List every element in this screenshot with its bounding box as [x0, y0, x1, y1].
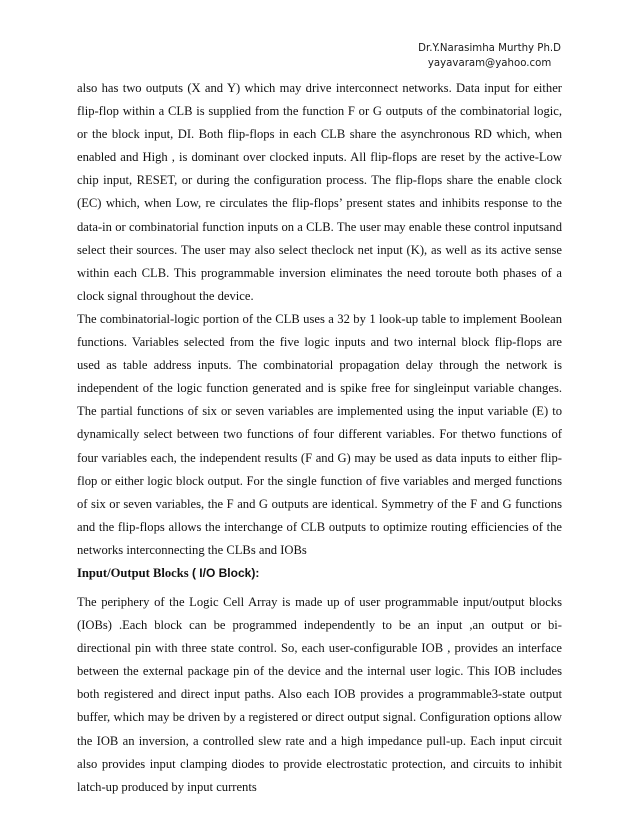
paragraph-io-blocks: The periphery of the Logic Cell Array is made up of user programmable input/output blocks (IOBs) .Each block can be programmed independently to be an input ,an output or bi-directional pin with three state control. So, each user-configurable IOB , provides an interface between the external package pin of the device and the internal user logic. This IOB includes both registered and direct input paths. Also each IOB provides a programmable3-state output buffer, which may be driven by a registered or direct output signal. Configuration options allow the IOB an inversion, a controlled slew rate and a high impedance pull-up. Each input circuit also provides input clamping diodes to provide electrostatic protection, and circuits to inhibit latch-up produced by input currents	[77, 594, 562, 794]
heading-text-main: Input/Output Blocks	[77, 565, 189, 580]
body-text	[77, 77, 562, 799]
header-email: yayavaram@yahoo.com	[427, 58, 552, 69]
section-heading-io-blocks	[77, 562, 562, 591]
heading-text-paren: ( I/O Block):	[188, 565, 260, 580]
page-header	[418, 41, 561, 71]
header-author: Dr.Y.Narasimha Murthy Ph.D	[418, 43, 561, 54]
paragraph-clb-flip-flops: also has two outputs (X and Y) which may drive interconnect networks. Data input for either flip-flop within a CLB is supplied from the function F or G outputs of the combinatorial logic, or the block input, DI. Both flip-flops in each CLB share the asynchronous RD which, when enabled and High , is dominant over clocked inputs. All flip-flops are reset by the active-Low chip input, RESET, or during the configuration process. The flip-flops share the enable clock (EC) which, when Low, re circulates the flip-flops’ present states and inhibits response to the data-in or combinatorial function inputs on a CLB. The user may enable these control inputsand select their sources. The user may also select theclock net input (K), as well as its active sense within each CLB. This programmable inversion eliminates the need toroute both phases of a clock signal throughout the device.	[77, 81, 562, 303]
paragraph-combinatorial-logic: The combinatorial-logic portion of the CLB uses a 32 by 1 look-up table to implement Boolean functions. Variables selected from the five logic inputs and two internal block flip-flops are used as table address inputs. The combinatorial propagation delay through the network is independent of the logic function generated and is spike free for singleinput variable changes. The partial functions of six or seven variables are implemented using the input variable (E) to dynamically select between two functions of four different variables. For thetwo functions of four variables each, the independent results (F and G) may be used as data inputs to either flip-flop or either logic block output. For the single function of five variables and merged functions of six or seven variables, the F and G outputs are identical. Symmetry of the F and G functions and the flip-flops allows the interchange of CLB outputs to optimize routing efficiencies of the networks interconnecting the CLBs and IOBs	[77, 311, 562, 557]
